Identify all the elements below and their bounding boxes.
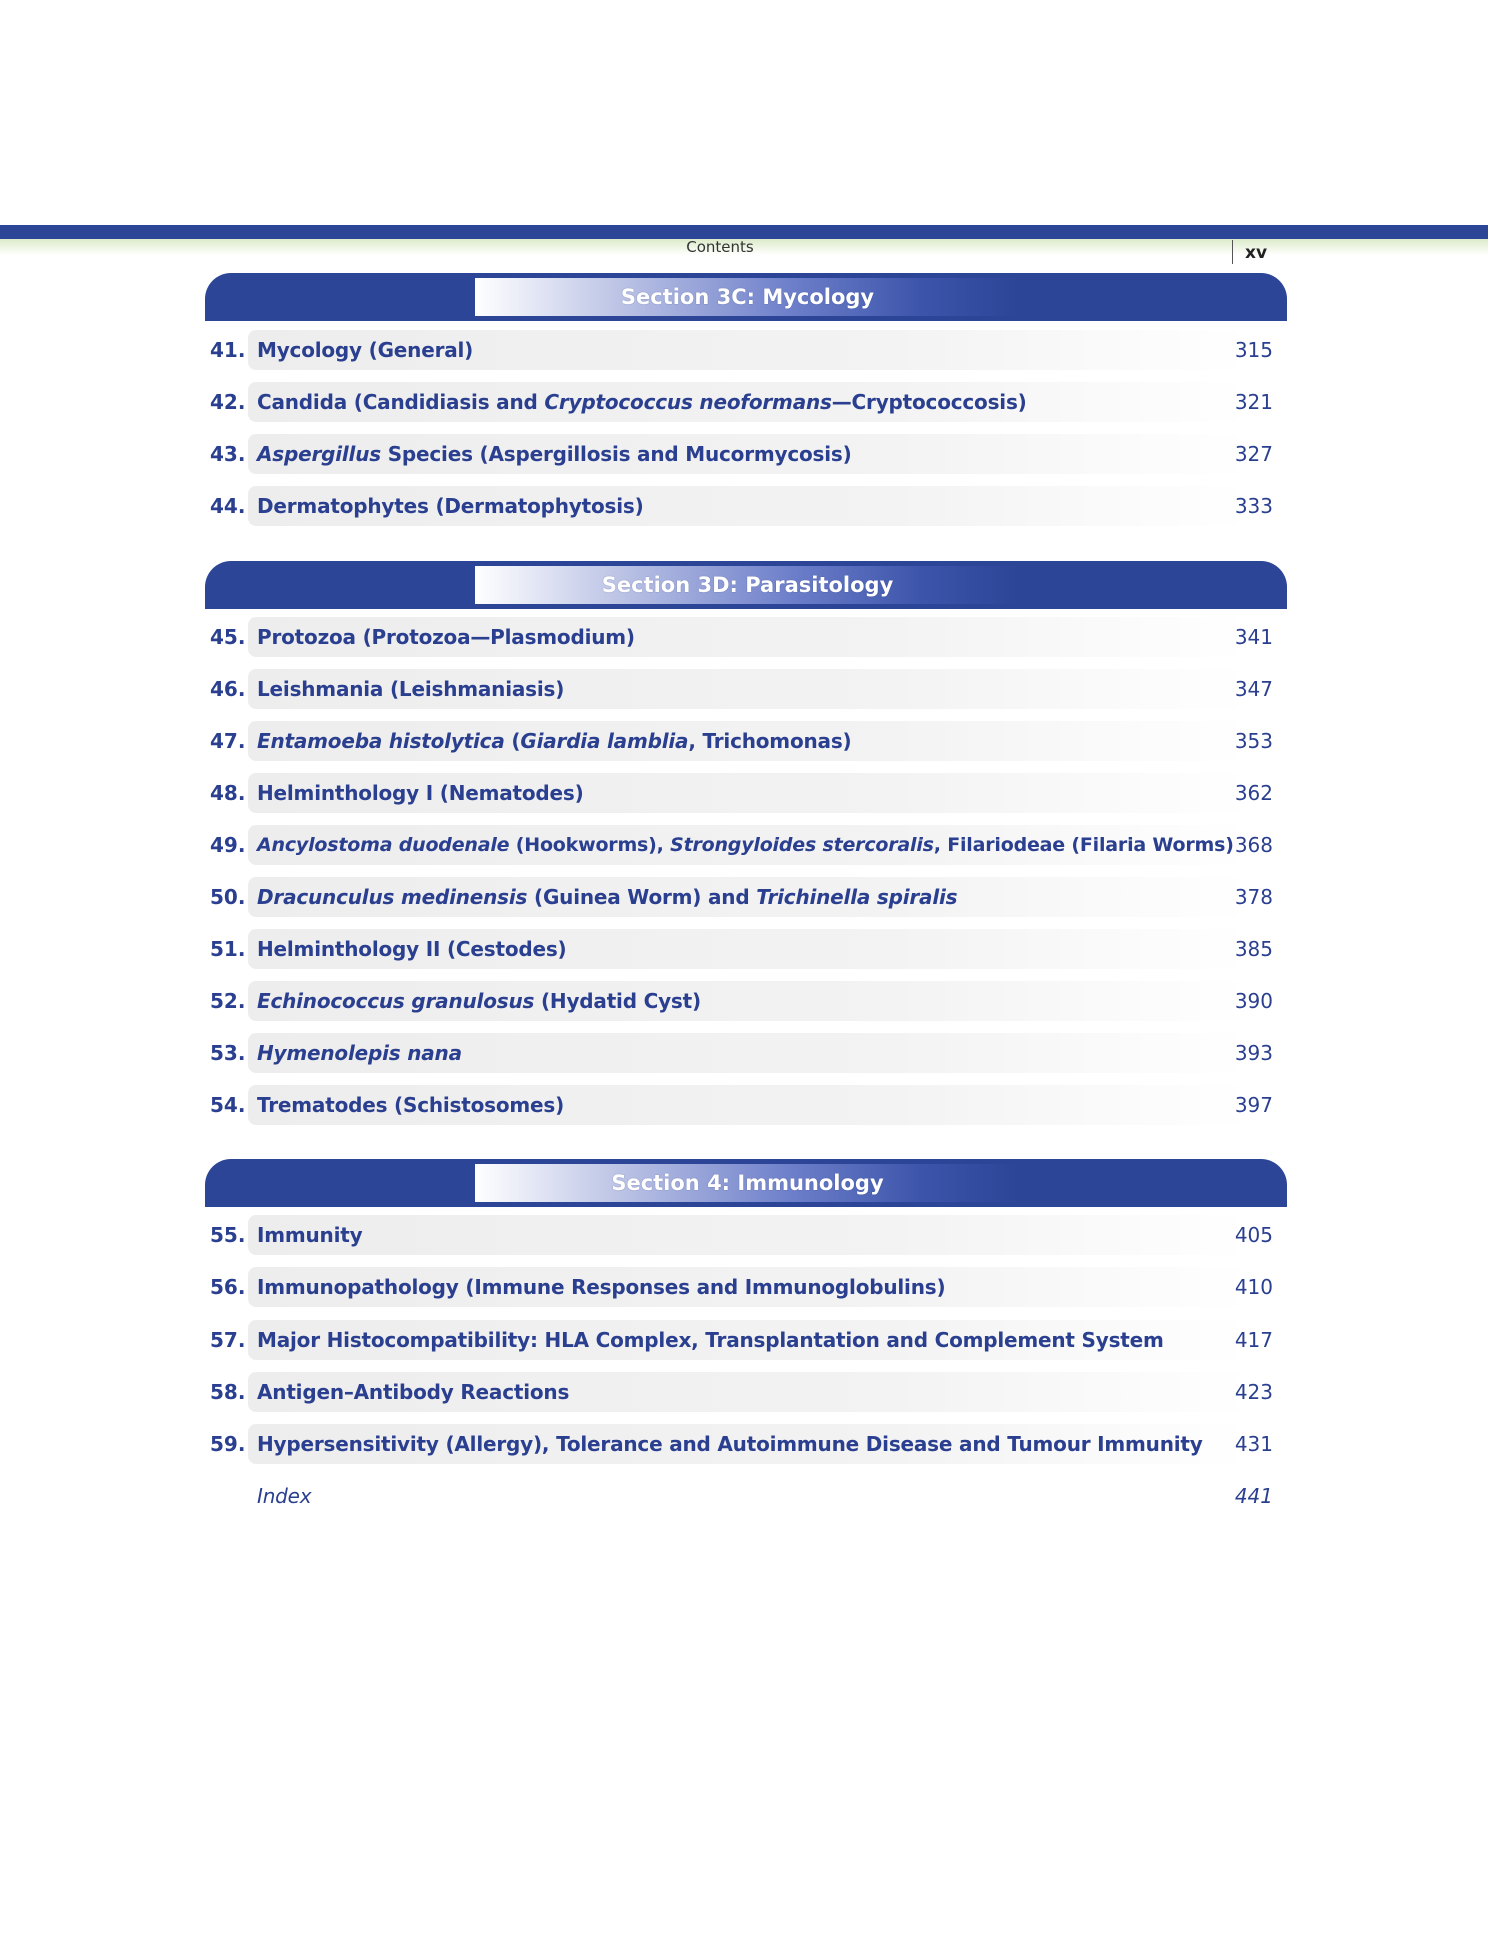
header-blue-rule bbox=[0, 225, 1488, 239]
toc-row[interactable] bbox=[205, 1424, 1287, 1464]
chapter-number: 47. bbox=[210, 729, 246, 753]
toc-row[interactable] bbox=[205, 1372, 1287, 1412]
chapter-title-italic: Giardia lamblia bbox=[520, 729, 689, 753]
chapter-title-text: Dermatophytes (Dermatophytosis) bbox=[257, 494, 644, 518]
chapter-title bbox=[257, 1085, 564, 1125]
chapter-page-number: 333 bbox=[1234, 494, 1273, 518]
chapter-number: 42. bbox=[210, 390, 246, 414]
toc-row[interactable] bbox=[205, 1267, 1287, 1307]
chapter-title bbox=[257, 669, 564, 709]
running-head: Contents bbox=[686, 238, 754, 256]
section-banner-mycology bbox=[205, 273, 1287, 321]
chapter-title bbox=[257, 981, 701, 1021]
chapter-title-italic: Trichinella spiralis bbox=[756, 885, 958, 909]
chapter-page-number: 321 bbox=[1234, 390, 1273, 414]
chapter-number: 45. bbox=[210, 625, 246, 649]
chapter-page-number: 417 bbox=[1234, 1328, 1273, 1352]
chapter-title bbox=[257, 486, 644, 526]
chapter-title bbox=[257, 877, 957, 917]
chapter-title-text: , Filariodeae (Filaria Worms) bbox=[933, 834, 1234, 856]
chapter-title-italic: Echinococcus granulosus bbox=[257, 989, 535, 1013]
chapter-title-text: Antigen–Antibody Reactions bbox=[257, 1380, 570, 1404]
toc-row[interactable] bbox=[205, 1085, 1287, 1125]
chapter-title-text: Hypersensitivity (Allergy), Tolerance and Autoimmune Disease and Tumour Immunity bbox=[257, 1432, 1203, 1456]
chapter-title-italic: Aspergillus bbox=[257, 442, 381, 466]
chapter-title-italic: Entamoeba histolytica bbox=[257, 729, 505, 753]
section-title: Section 4: Immunology bbox=[475, 1164, 1020, 1202]
toc-row[interactable] bbox=[205, 825, 1287, 865]
index-label: Index bbox=[257, 1484, 312, 1508]
toc-row[interactable] bbox=[205, 434, 1287, 474]
chapter-number: 51. bbox=[210, 937, 246, 961]
chapter-page-number: 378 bbox=[1234, 885, 1273, 909]
chapter-number: 46. bbox=[210, 677, 246, 701]
row-highlight bbox=[248, 1215, 1248, 1255]
chapter-title-text: (Hookworms), bbox=[509, 834, 671, 856]
chapter-number: 41. bbox=[210, 338, 246, 362]
section-banner-immunology bbox=[205, 1159, 1287, 1207]
section-title: Section 3C: Mycology bbox=[475, 278, 1020, 316]
chapter-page-number: 353 bbox=[1234, 729, 1273, 753]
chapter-page-number: 397 bbox=[1234, 1093, 1273, 1117]
toc-row[interactable] bbox=[205, 929, 1287, 969]
chapter-title-text: Candida (Candidiasis and bbox=[257, 390, 545, 414]
section-title: Section 3D: Parasitology bbox=[475, 566, 1020, 604]
chapter-number: 50. bbox=[210, 885, 246, 909]
toc-row[interactable] bbox=[205, 617, 1287, 657]
chapter-title-text: (Guinea Worm) and bbox=[527, 885, 757, 909]
chapter-number: 44. bbox=[210, 494, 246, 518]
toc-row[interactable] bbox=[205, 330, 1287, 370]
chapter-page-number: 368 bbox=[1234, 833, 1273, 857]
chapter-number: 57. bbox=[210, 1328, 246, 1352]
chapter-number: 55. bbox=[210, 1223, 246, 1247]
index-page-number: 441 bbox=[1234, 1484, 1273, 1508]
chapter-page-number: 341 bbox=[1234, 625, 1273, 649]
chapter-page-number: 385 bbox=[1234, 937, 1273, 961]
chapter-title-italic: Ancylostoma duodenale bbox=[257, 834, 510, 856]
chapter-number: 53. bbox=[210, 1041, 246, 1065]
chapter-page-number: 405 bbox=[1234, 1223, 1273, 1247]
chapter-title bbox=[257, 1215, 362, 1255]
chapter-title-text: Major Histocompatibility: HLA Complex, Transplantation and Complement System bbox=[257, 1328, 1164, 1352]
folio-divider bbox=[1232, 240, 1233, 264]
chapter-title bbox=[257, 929, 567, 969]
toc-row-index[interactable] bbox=[205, 1476, 1287, 1516]
section-banner-parasitology bbox=[205, 561, 1287, 609]
chapter-number: 48. bbox=[210, 781, 246, 805]
chapter-title-italic: Strongyloides stercoralis bbox=[670, 834, 934, 856]
page-folio: xv bbox=[1245, 243, 1268, 263]
toc-row[interactable] bbox=[205, 382, 1287, 422]
chapter-number: 56. bbox=[210, 1275, 246, 1299]
chapter-title-text: Mycology (General) bbox=[257, 338, 474, 362]
chapter-title-text: Trematodes (Schistosomes) bbox=[257, 1093, 565, 1117]
chapter-title bbox=[257, 330, 473, 370]
chapter-title-text: —Cryptococcosis) bbox=[831, 390, 1027, 414]
chapter-title-italic: Hymenolepis nana bbox=[257, 1041, 462, 1065]
toc-row[interactable] bbox=[205, 486, 1287, 526]
chapter-title-italic: Cryptococcus neoformans bbox=[544, 390, 832, 414]
chapter-title bbox=[257, 434, 852, 474]
chapter-title bbox=[257, 382, 1027, 422]
chapter-page-number: 431 bbox=[1234, 1432, 1273, 1456]
chapter-number: 58. bbox=[210, 1380, 246, 1404]
chapter-number: 59. bbox=[210, 1432, 246, 1456]
chapter-page-number: 390 bbox=[1234, 989, 1273, 1013]
chapter-title-italic: Dracunculus medinensis bbox=[257, 885, 528, 909]
chapter-page-number: 423 bbox=[1234, 1380, 1273, 1404]
chapter-title bbox=[257, 1424, 1203, 1464]
chapter-number: 52. bbox=[210, 989, 246, 1013]
chapter-title-text: (Hydatid Cyst) bbox=[534, 989, 701, 1013]
chapter-title bbox=[257, 1033, 462, 1073]
chapter-title bbox=[257, 1320, 1164, 1360]
toc-row[interactable] bbox=[205, 721, 1287, 761]
chapter-page-number: 327 bbox=[1234, 442, 1273, 466]
chapter-title-text: Protozoa (Protozoa—Plasmodium) bbox=[257, 625, 635, 649]
chapter-number: 54. bbox=[210, 1093, 246, 1117]
chapter-title-text: Species (Aspergillosis and Mucormycosis) bbox=[380, 442, 852, 466]
chapter-title bbox=[257, 721, 851, 761]
chapter-title-text: , Trichomonas) bbox=[688, 729, 852, 753]
chapter-title-text: Helminthology II (Cestodes) bbox=[257, 937, 567, 961]
toc-row[interactable] bbox=[205, 1033, 1287, 1073]
chapter-page-number: 410 bbox=[1234, 1275, 1273, 1299]
chapter-title bbox=[257, 825, 1234, 865]
chapter-page-number: 362 bbox=[1234, 781, 1273, 805]
chapter-title-text: Helminthology I (Nematodes) bbox=[257, 781, 584, 805]
chapter-title bbox=[257, 617, 635, 657]
chapter-title bbox=[257, 1372, 569, 1412]
chapter-title-text: Immunity bbox=[257, 1223, 363, 1247]
chapter-page-number: 347 bbox=[1234, 677, 1273, 701]
chapter-number: 43. bbox=[210, 442, 246, 466]
toc-row[interactable] bbox=[205, 877, 1287, 917]
toc-row[interactable] bbox=[205, 981, 1287, 1021]
chapter-title-text: Leishmania (Leishmaniasis) bbox=[257, 677, 565, 701]
chapter-title-text: Immunopathology (Immune Responses and Immunoglobulins) bbox=[257, 1275, 946, 1299]
toc-row[interactable] bbox=[205, 1320, 1287, 1360]
chapter-title-text: ( bbox=[504, 729, 521, 753]
toc-row[interactable] bbox=[205, 1215, 1287, 1255]
chapter-page-number: 393 bbox=[1234, 1041, 1273, 1065]
chapter-page-number: 315 bbox=[1234, 338, 1273, 362]
chapter-title bbox=[257, 773, 584, 813]
toc-row[interactable] bbox=[205, 669, 1287, 709]
toc-row[interactable] bbox=[205, 773, 1287, 813]
chapter-title bbox=[257, 1267, 945, 1307]
chapter-number: 49. bbox=[210, 833, 246, 857]
